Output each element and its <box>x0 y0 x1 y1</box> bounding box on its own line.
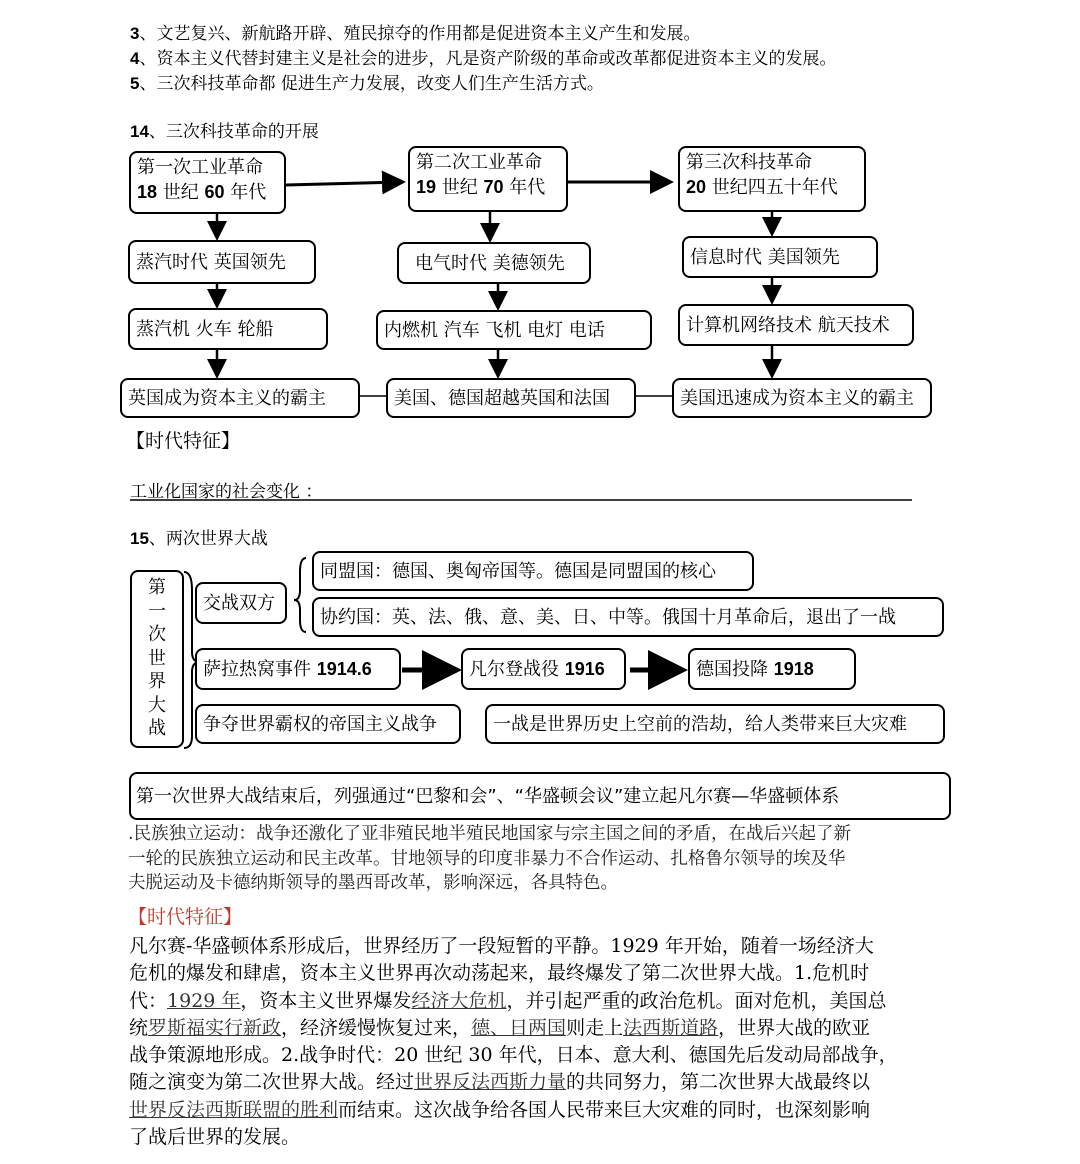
section-14-heading: 14、三次科技革命的开展 <box>130 122 319 142</box>
versailles-washington-box: 第一次世界大战结束后，列强通过“巴黎和会”、“华盛顿会议”建立起凡尔赛—华盛顿体系 <box>129 772 951 820</box>
arrow-1-2 <box>286 182 400 185</box>
entente-powers-box: 协约国：英、法、俄、意、美、日、中等。俄国十月革命后，退出了一战 <box>312 597 944 637</box>
central-powers-box: 同盟国：德国、奥匈帝国等。德国是同盟国的核心 <box>312 551 754 591</box>
us-hegemony-box: 美国迅速成为资本主义的霸主 <box>672 378 932 418</box>
underline-1929: 1929 年 <box>167 989 241 1012</box>
underline-new-deal: 罗斯福实行新政 <box>148 1016 282 1039</box>
britain-hegemony-box: 英国成为资本主义的霸主 <box>120 378 360 418</box>
underline-economic-crisis: 经济大危机 <box>411 989 507 1012</box>
germany-surrender-box: 德国投降 1918 <box>688 648 856 690</box>
us-germany-surpass-box: 美国、德国超越英国和法国 <box>386 378 636 418</box>
ww2-paragraph: 凡尔赛-华盛顿体系形成后，世界经历了一段短暂的平静。1929 年开始，随着一场经济大 危机的爆发和肆虐，资本主义世界再次动荡起来，最终爆发了第二次世界大战。1.危机时 代：1929 年，资本主义世界爆发经济大危机，并引起严重的政治危机。面对危机，美国总 统罗斯福实行新政，经济缓慢恢复过来，德、日两国则走上法西斯道路，世界大战的欧亚 战争策源地形成。2.战争时代：20 世纪 30 年代，日本、意大利、德国先后发动局部战争， 随之演变为第二次世界大战。经过世界反法西斯力量的共同努力，第二次世界大战最终以 世界反法西斯联盟的胜利而结束。这次战争给各国人民带来巨大灾难的同时，也深刻影响 了战后世界的发展。 <box>129 935 898 1149</box>
electric-age-box: 电气时代 美德领先 <box>397 242 591 284</box>
intro-line-3: 3、文艺复兴、新航路开辟、殖民掠夺的作用都是促进资本主义产生和发展。 <box>130 24 701 44</box>
sarajevo-event-box: 萨拉热窝事件 1914.6 <box>195 648 401 690</box>
warring-parties-box: 交战双方 <box>195 582 287 624</box>
social-change-label: 工业化国家的社会变化 ： <box>130 482 323 502</box>
second-industrial-revolution-box: 第二次工业革命 19 世纪 70 年代 <box>408 146 568 212</box>
information-age-box: 信息时代 美国领先 <box>682 236 878 278</box>
intro-line-5: 5、三次科技革命都 促进生产力发展，改变人们生产生活方式。 <box>130 74 604 94</box>
steam-age-box: 蒸汽时代 英国领先 <box>128 240 316 284</box>
era-feature-tag-1: 【时代特征】 <box>126 430 241 452</box>
war-nature-box: 争夺世界霸权的帝国主义战争 <box>195 704 461 744</box>
era-feature-tag-2: 【时代特征】 <box>128 906 243 928</box>
steam-inventions-box: 蒸汽机 火车 轮船 <box>128 308 328 350</box>
ww1-label-box: 第 一 次 世 界 大 战 <box>130 570 184 748</box>
electric-inventions-box: 内燃机 汽车 飞机 电灯 电话 <box>376 310 652 350</box>
underline-germany-japan: 德、日两国 <box>471 1016 567 1039</box>
information-inventions-box: 计算机网络技术 航天技术 <box>678 304 914 346</box>
section-15-heading: 15、两次世界大战 <box>130 529 268 549</box>
underline-antifascist-victory: 世界反法西斯联盟的胜利 <box>129 1098 339 1121</box>
first-industrial-revolution-box: 第一次工业革命 18 世纪 60 年代 <box>129 151 286 214</box>
third-tech-revolution-box: 第三次科技革命 20 世纪四五十年代 <box>678 146 866 212</box>
underline-antifascist-forces: 世界反法西斯力量 <box>414 1071 567 1094</box>
independence-movement-text: .民族独立运动：战争还激化了亚非殖民地半殖民地国家与宗主国之间的矛盾，在战后兴起了新 一轮的民族独立运动和民主改革。甘地领导的印度非暴力不合作运动、扎格鲁尔领导的埃及华 夫脱运动及卡德纳斯领导的墨西哥改革，影响深远，各具特色。 <box>128 824 852 893</box>
war-impact-box: 一战是世界历史上空前的浩劫，给人类带来巨大灾难 <box>485 704 945 744</box>
intro-line-4: 4、资本主义代替封建主义是社会的进步，凡是资产阶级的革命或改革都促进资本主义的发展。 <box>130 49 837 69</box>
underline-fascism: 法西斯道路 <box>623 1016 719 1039</box>
verdun-battle-box: 凡尔登战役 1916 <box>461 648 626 690</box>
